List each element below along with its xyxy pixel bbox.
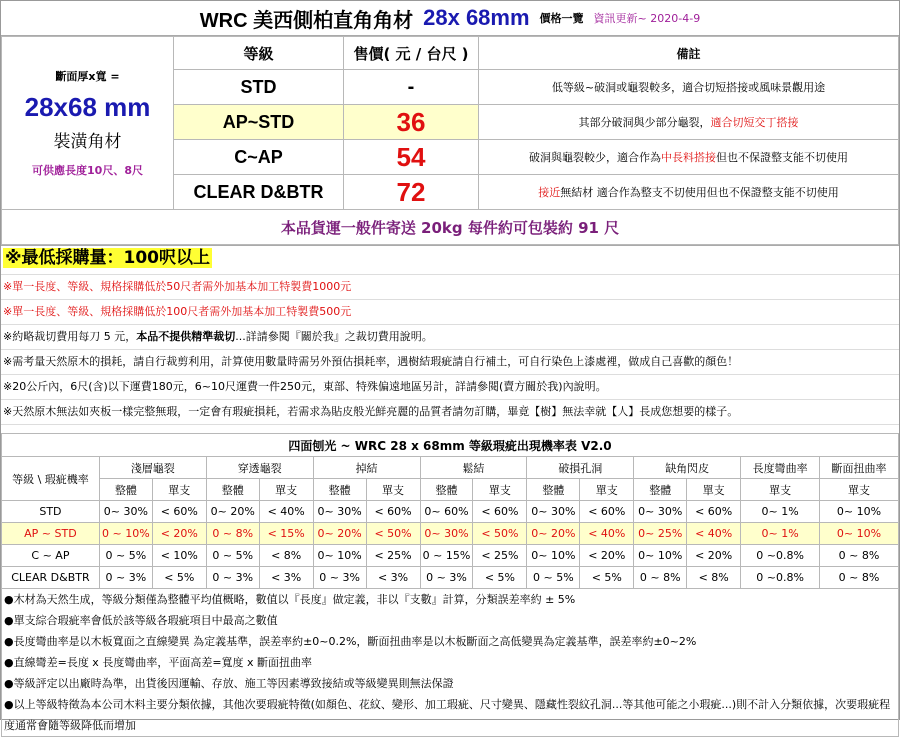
defect-note: ●以上等級特徵為本公司木料主要分類依據，其他次要瑕疵特徵(如顏色、花紋、變形、加工瑕疵、尺寸變異、隱藏性裂紋孔洞...等其他可能之小瑕疵...)則不計入分類依據，次要瑕疵程度通常會隨等級降低而增加	[4, 698, 891, 732]
defect-value: < 60%	[152, 501, 206, 523]
text-part: ※20公斤內，6尺(含)以下運費180元，6~10尺運費一件250元，東部、特殊偏遠地區另計，詳請參閱(賣方關於我)內說明。	[3, 380, 607, 393]
text-part: ※需考量天然原木的損耗，請自行裁剪利用，計算使用數量時需另外預估損耗率，遇樹結瑕疵請自行補土，可自行染色上漆處裡，做成自己喜歡的顏色！	[3, 355, 739, 368]
rule-item	[1, 275, 899, 300]
defect-value: 0~ 20%	[206, 501, 259, 523]
defect-value: 0 ~ 3%	[313, 567, 366, 589]
defect-value: < 20%	[687, 545, 741, 567]
defect-row	[2, 545, 899, 567]
group-header: 長度彎曲率	[741, 457, 820, 479]
title-prefix: WRC 美西側柏直角角材	[199, 9, 414, 32]
rule-item	[1, 300, 899, 325]
sub-header: 整體	[634, 479, 687, 501]
defect-value: 0 ~ 15%	[420, 545, 473, 567]
price-table	[1, 36, 899, 245]
defect-value: 0~ 30%	[99, 501, 152, 523]
defect-grade: C ~ AP	[2, 545, 100, 567]
defect-value: < 40%	[687, 523, 741, 545]
defect-note: ●單支綜合瑕疵率會低於該等級各瑕疵項目中最高之數值	[4, 614, 278, 627]
grade-cell: STD	[174, 70, 344, 105]
col-note-header: 備註	[479, 37, 899, 70]
defect-value: < 5%	[580, 567, 634, 589]
defect-table-title: 四面刨光 ~ WRC 28 x 68mm 等級瑕疵出現機率表 V2.0	[2, 434, 899, 457]
defect-grade: CLEAR D&BTR	[2, 567, 100, 589]
defect-value: < 8%	[687, 567, 741, 589]
grade-cell: AP~STD	[174, 105, 344, 140]
minimum-order-row	[1, 246, 899, 275]
defect-value: 0 ~0.8%	[741, 567, 820, 589]
sub-header: 單支	[259, 479, 313, 501]
minimum-order: ※最低採購量：100呎以上	[5, 248, 211, 268]
col-grade-header: 等級	[174, 37, 344, 70]
price-cell: 36	[344, 105, 479, 140]
sub-header: 單支	[366, 479, 420, 501]
defect-value: 0~ 30%	[420, 523, 473, 545]
defect-value: < 60%	[366, 501, 420, 523]
sub-header-row	[2, 479, 899, 501]
note-cell	[479, 175, 899, 210]
sub-header: 整體	[206, 479, 259, 501]
defect-value: < 60%	[473, 501, 527, 523]
defect-value: < 20%	[580, 545, 634, 567]
defect-value: 0~ 10%	[820, 523, 899, 545]
rule-item	[1, 375, 899, 400]
defect-row	[2, 567, 899, 589]
defect-value: < 60%	[687, 501, 741, 523]
defect-value: 0 ~0.8%	[741, 545, 820, 567]
defect-value: < 40%	[580, 523, 634, 545]
group-header: 淺層龜裂	[99, 457, 206, 479]
defect-note: ●長度彎曲率是以木板寬面之直線變異 為定義基準，誤差率約±0~0.2%，斷面扭曲率是以木板斷面之高低變異為定義基準，誤差率約±0~2%	[4, 635, 697, 648]
defect-value: < 10%	[152, 545, 206, 567]
rule-item	[1, 400, 899, 425]
col-price-header: 售價( 元 / 台尺 )	[344, 37, 479, 70]
length-availability: 可供應長度10尺、8尺	[32, 164, 143, 177]
product-name: 裝潢角材	[53, 132, 122, 152]
defect-value: 0 ~ 3%	[206, 567, 259, 589]
sub-header: 整體	[313, 479, 366, 501]
group-header: 斷面扭曲率	[820, 457, 899, 479]
group-header: 穿透龜裂	[206, 457, 313, 479]
defect-value: 0 ~ 8%	[820, 545, 899, 567]
defect-value: 0~ 1%	[741, 523, 820, 545]
grade-cell: C~AP	[174, 140, 344, 175]
defect-value: < 40%	[259, 501, 313, 523]
defect-value: 0~ 1%	[741, 501, 820, 523]
defect-value: < 3%	[259, 567, 313, 589]
defect-value: < 5%	[473, 567, 527, 589]
purchase-rules	[1, 245, 899, 425]
defect-value: 0 ~ 5%	[527, 567, 580, 589]
defect-value: 0~ 20%	[313, 523, 366, 545]
defect-value: < 20%	[152, 523, 206, 545]
defect-value: 0 ~ 8%	[820, 567, 899, 589]
defect-note: ●等級評定以出廠時為準，出貨後因運輸、存放、施工等因素導致接結或等級變異則無法保證	[4, 677, 454, 690]
rule-item	[1, 350, 899, 375]
defect-value: 0 ~ 3%	[420, 567, 473, 589]
text-part: 其部分破洞與少部分龜裂，	[578, 116, 711, 129]
sub-header: 單支	[152, 479, 206, 501]
sub-header: 整體	[527, 479, 580, 501]
sub-header: 單支	[687, 479, 741, 501]
note-cell	[479, 140, 899, 175]
sub-header: 整體	[99, 479, 152, 501]
text-part: 但也不保證整支能不切使用	[716, 151, 848, 164]
defect-grade: STD	[2, 501, 100, 523]
defect-value: 0~ 30%	[634, 501, 687, 523]
text-part: 中長料搭接	[661, 151, 716, 164]
defect-value: 0~ 10%	[527, 545, 580, 567]
defect-value: 0 ~ 5%	[99, 545, 152, 567]
grade-cell: CLEAR D&BTR	[174, 175, 344, 210]
defect-value: 0~ 30%	[527, 501, 580, 523]
note-cell	[479, 105, 899, 140]
title-size: 28x 68mm	[423, 5, 530, 30]
section-label: 斷面厚x寬 =	[55, 70, 120, 83]
corner-header: 等級 \ 瑕疵機率	[2, 457, 100, 501]
price-cell: 72	[344, 175, 479, 210]
defect-value: < 8%	[259, 545, 313, 567]
group-header: 鬆結	[420, 457, 527, 479]
defect-notes	[2, 589, 899, 737]
updated-date: 資訊更新~ 2020-4-9	[593, 12, 701, 25]
text-part: ※天然原木無法如夾板一樣完整無瑕，一定會有瑕疵損耗，若需求為貼皮般光鮮亮麗的品質者請勿訂購，畢竟【樹】無法幸就【人】長成您想要的樣子。	[3, 405, 739, 418]
defect-grade: AP ~ STD	[2, 523, 100, 545]
defect-row	[2, 501, 899, 523]
product-size: 28x68 mm	[24, 92, 151, 122]
product-info	[2, 37, 174, 210]
defect-value: < 5%	[152, 567, 206, 589]
defect-value: < 25%	[366, 545, 420, 567]
defect-value: 0~ 10%	[313, 545, 366, 567]
sub-header: 單支	[580, 479, 634, 501]
defect-value: < 60%	[580, 501, 634, 523]
text-part: 破洞與龜裂較少，適合作為	[529, 151, 661, 164]
defect-value: < 50%	[473, 523, 527, 545]
defect-note: ●木材為天然生成，等級分類僅為整體平均值概略，數值以『長度』做定義，非以『支數』計算，分類誤差率約 ± 5%	[4, 593, 576, 606]
defect-value: 0 ~ 3%	[99, 567, 152, 589]
defect-value: 0~ 60%	[420, 501, 473, 523]
text-part: ※單一長度、等級、規格採購低於50尺者需外加基本加工特製費1000元	[3, 280, 352, 293]
text-part: 適合切短交丁搭接	[710, 116, 799, 129]
sub-header: 單支	[820, 479, 899, 501]
defect-note: ●直線彎差=長度 x 長度彎曲率，平面高差=寬度 x 斷面扭曲率	[4, 656, 313, 669]
group-header: 缺角閃皮	[634, 457, 741, 479]
group-header: 掉結	[313, 457, 420, 479]
defect-value: 0 ~ 5%	[206, 545, 259, 567]
defect-value: 0~ 25%	[634, 523, 687, 545]
text-part: ...詳請參閱『關於我』之裁切費用說明。	[235, 330, 433, 343]
text-part: ※單一長度、等級、規格採購低於100尺者需外加基本加工特製費500元	[3, 305, 352, 318]
text-part: 接近	[538, 186, 561, 199]
text-part: 低等級~破洞或龜裂較多，適合切短搭接或風味景觀用途	[551, 81, 826, 94]
defect-value: 0~ 20%	[527, 523, 580, 545]
defect-value: < 3%	[366, 567, 420, 589]
sub-header: 單支	[741, 479, 820, 501]
shipping-note: 本品貨運一般件寄送 20kg 每件約可包裝約 91 尺	[2, 210, 899, 245]
defect-value: 0 ~ 8%	[206, 523, 259, 545]
text-part: ※約略裁切費用每刀 5 元，	[3, 330, 137, 343]
defect-value: 0 ~ 8%	[634, 567, 687, 589]
price-cell: -	[344, 70, 479, 105]
defect-value: 0 ~ 10%	[99, 523, 152, 545]
sub-header: 單支	[473, 479, 527, 501]
group-header: 破損孔洞	[527, 457, 634, 479]
sub-header: 整體	[420, 479, 473, 501]
defect-value: < 15%	[259, 523, 313, 545]
defect-value: 0~ 10%	[634, 545, 687, 567]
defect-value: 0~ 30%	[313, 501, 366, 523]
defect-row	[2, 523, 899, 545]
defect-value: 0~ 10%	[820, 501, 899, 523]
note-cell	[479, 70, 899, 105]
defect-value: < 25%	[473, 545, 527, 567]
header	[1, 1, 899, 36]
price-cell: 54	[344, 140, 479, 175]
defect-table	[1, 433, 899, 737]
rule-item	[1, 325, 899, 350]
text-part: 無結材 適合作為整支不切使用但也不保證整支能不切使用	[560, 186, 839, 199]
title-suffix: 價格一覽	[539, 12, 584, 25]
defect-value: < 50%	[366, 523, 420, 545]
text-part: 本品不提供精準裁切	[136, 330, 236, 343]
